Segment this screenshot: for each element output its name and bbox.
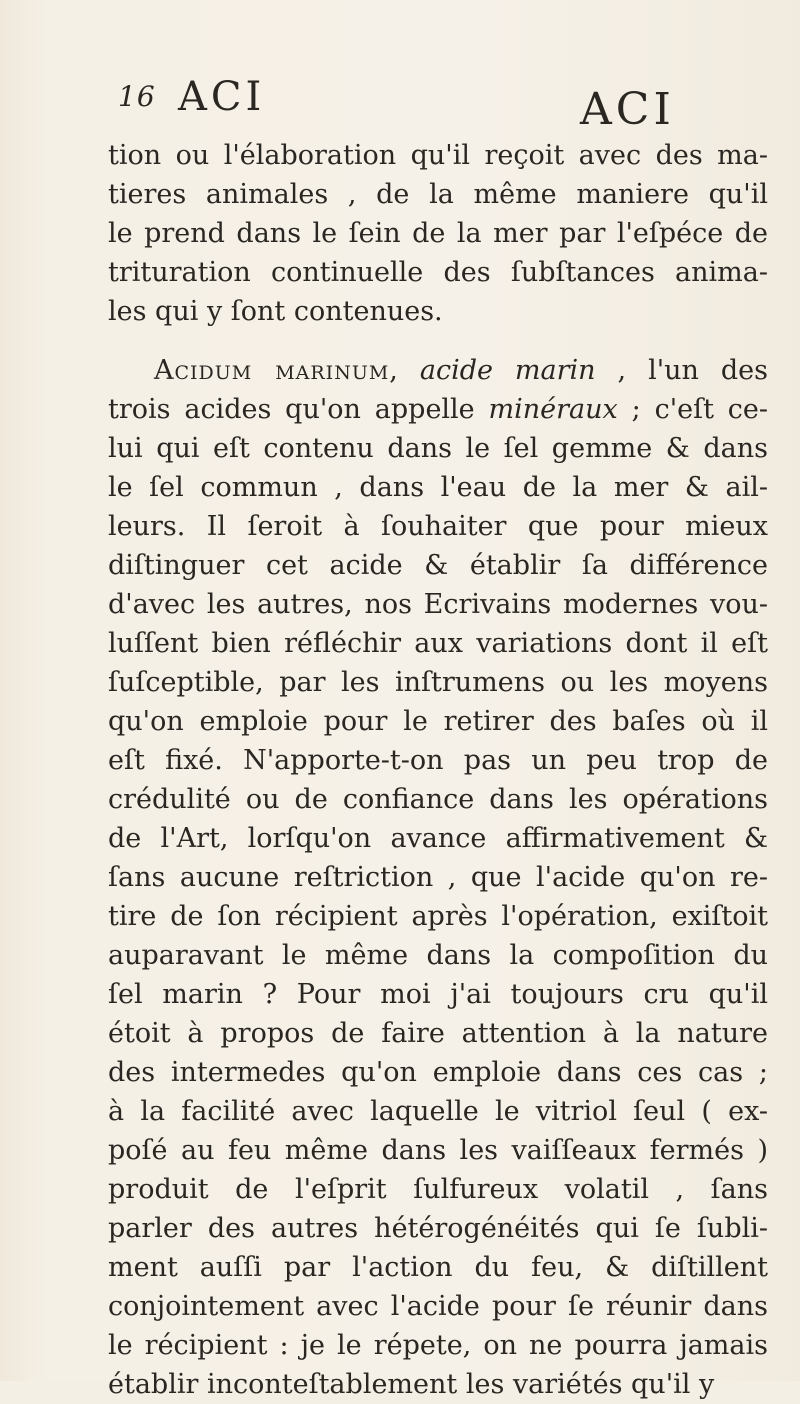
running-head-right: ACI [580, 84, 675, 135]
text-line: leurs. Il ſeroit à ſouhaiter que pour mieux [108, 511, 768, 542]
entry-headword: Acidum marinum [154, 355, 390, 386]
text-line: les qui y ſont contenues. [108, 296, 443, 327]
text-line: auparavant le même dans la compoſition du [108, 940, 768, 971]
text-line [108, 390, 768, 429]
text-line: eſt fixé. N'apporte-t-on pas un peu trop de [108, 745, 768, 776]
text-line: ſans aucune reſtriction , que l'acide qu'on re- [108, 862, 768, 893]
text-line: luſſent bien réfléchir aux variations dont il eſt [108, 628, 768, 659]
text-line: lui qui eſt contenu dans le ſel gemme & dans [108, 433, 768, 464]
body-text [108, 136, 768, 1404]
text-line: d'avec les autres, nos Ecrivains modernes vou- [108, 589, 768, 620]
text-line: le récipient : je le répete, on ne pourra jamais [108, 1330, 768, 1361]
text-fragment: ; c'eſt ce- [617, 394, 769, 425]
text-line: trituration continuelle des ſubſtances anima- [108, 257, 768, 288]
text-line: tire de ſon récipient après l'opération, exiſtoit [108, 901, 768, 932]
text-line: tieres animales , de la même maniere qu'il [108, 179, 768, 210]
text-line: poſé au feu même dans les vaiſſeaux fermés ) [108, 1135, 768, 1166]
text-line: parler des autres hétérogénéités qui ſe ſubli- [108, 1213, 768, 1244]
text-line: produit de l'eſprit ſulfureux volatil , ſans [108, 1174, 768, 1205]
headword-separator: , [389, 355, 420, 386]
paragraph-gap [108, 331, 768, 351]
running-head-left: ACI [178, 74, 266, 120]
text-line: qu'on emploie pour le retirer des baſes où il [108, 706, 768, 737]
text-line: diſtinguer cet acide & établir ſa différence [108, 550, 768, 581]
text-line: crédulité ou de confiance dans les opérations [108, 784, 768, 815]
page-number: 16 [118, 80, 156, 113]
text-line: ment auſſi par l'action du feu, & diſtillent [108, 1252, 768, 1283]
text-line: à la facilité avec laquelle le vitriol ſeul ( ex- [108, 1096, 768, 1127]
italic-term: minéraux [488, 394, 618, 425]
text-line: tion ou l'élaboration qu'il reçoit avec des ma- [108, 140, 768, 171]
text-fragment: trois acides qu'on appelle [108, 394, 489, 425]
running-head [118, 72, 678, 135]
text-line: ſuſceptible, par les inſtrumens ou les moyens [108, 667, 768, 698]
text-line: de l'Art, lorſqu'on avance affirmativement & [108, 823, 768, 854]
text-line: le prend dans le ſein de la mer par l'eſpéce de [108, 218, 768, 249]
text-line: ſel marin ? Pour moi j'ai toujours cru qu'il [108, 979, 768, 1010]
text-line: établir inconteſtablement les variétés qu'il y [108, 1369, 715, 1400]
entry-translation: acide marin [419, 355, 596, 386]
text-line: étoit à propos de faire attention à la nature [108, 1018, 768, 1049]
text-line: conjointement avec l'acide pour ſe réunir dans [108, 1291, 768, 1322]
entry-headword-line [108, 351, 768, 390]
entry-text: , l'un des [595, 355, 768, 386]
text-line: le ſel commun , dans l'eau de la mer & ail- [108, 472, 768, 503]
text-line: des intermedes qu'on emploie dans ces cas ; [108, 1057, 768, 1088]
